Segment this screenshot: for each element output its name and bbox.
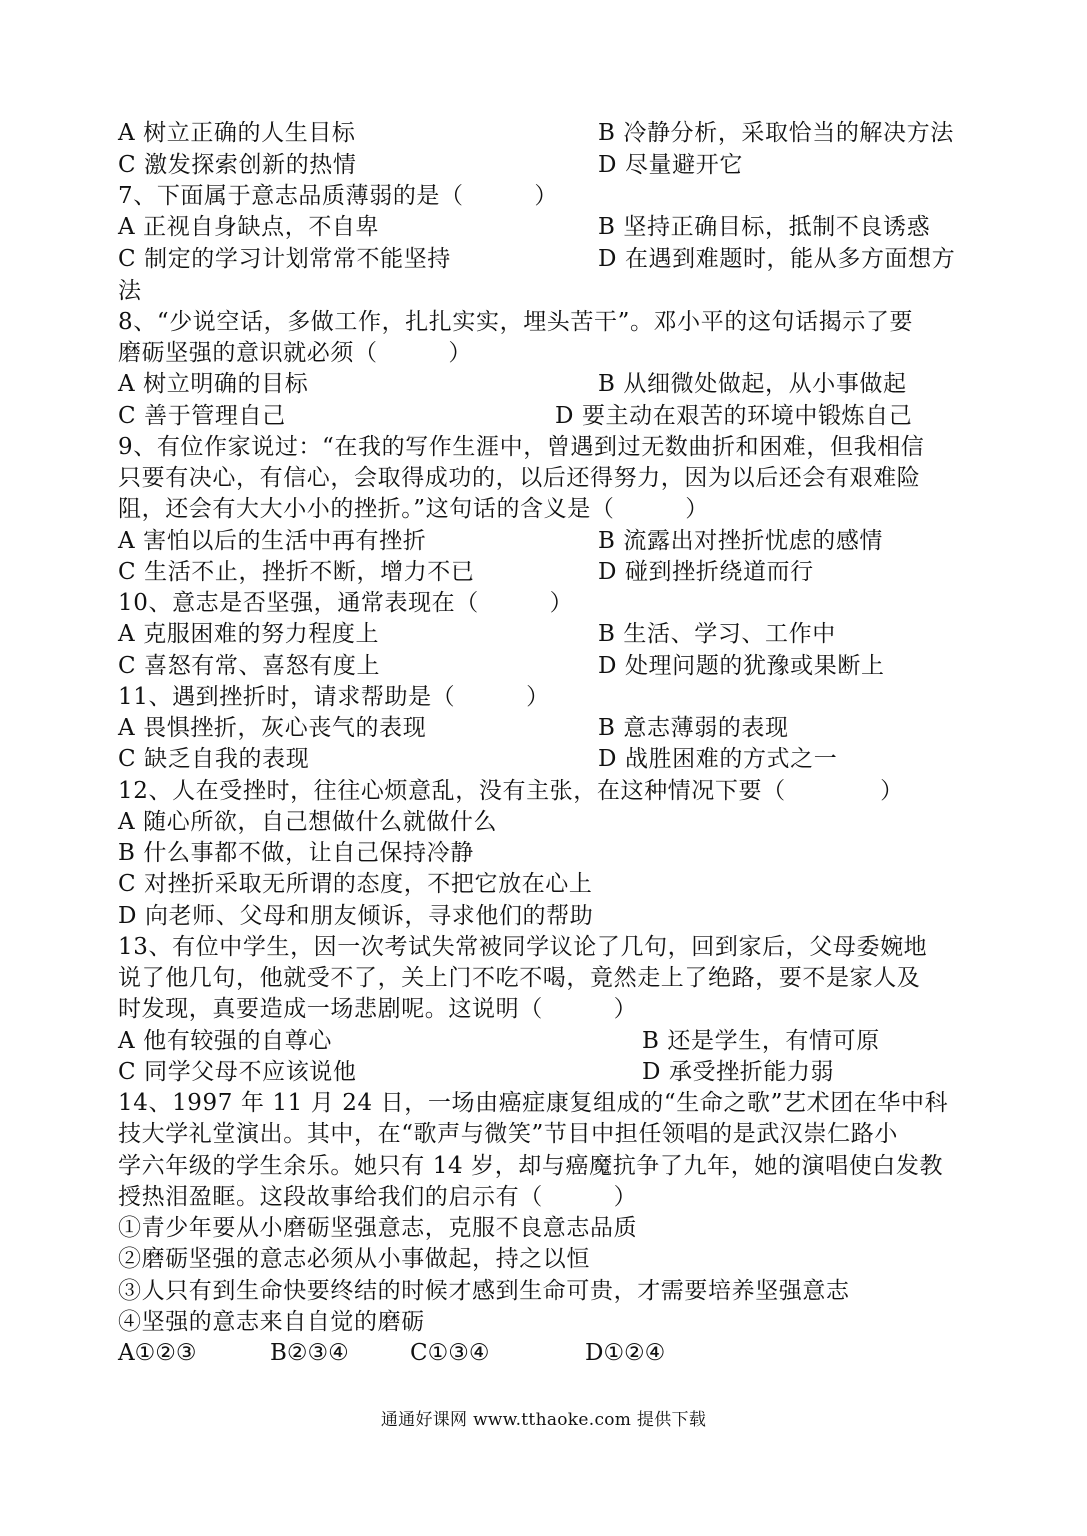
q9-option-c: C 生活不止，挫折不断，增力不已 xyxy=(118,559,475,585)
q14-stem-line1: 14、1997 年 11 月 24 日，一场由癌症康复组成的“生命之歌”艺术团在华中科 xyxy=(118,1090,949,1116)
q12-option-b: B 什么事都不做，让自己保持冷静 xyxy=(118,840,474,866)
q11-option-d: D 战胜困难的方式之一 xyxy=(598,746,838,772)
q9-stem-line3: 阻，还会有大大小小的挫折。”这句话的含义是（ ） xyxy=(118,496,709,522)
q6-option-a: A 树立正确的人生目标 xyxy=(118,120,356,146)
q10-option-a: A 克服困难的努力程度上 xyxy=(118,621,380,647)
q8-option-c: C 善于管理自己 xyxy=(118,403,286,429)
q14-statement-2: ②磨砺坚强的意志必须从小事做起，持之以恒 xyxy=(118,1246,590,1272)
q8-option-b: B 从细微处做起，从小事做起 xyxy=(598,371,907,397)
page-footer: 通通好课网 www.tthaoke.com 提供下载 xyxy=(380,1410,707,1430)
q14-option-a: A①②③ xyxy=(118,1340,197,1366)
q9-stem-line2: 只要有决心，有信心，会取得成功的，以后还得努力，因为以后还会有艰难险 xyxy=(118,465,921,491)
q8-stem-line1: 8、“少说空话，多做工作，扎扎实实，埋头苦干”。邓小平的这句话揭示了要 xyxy=(118,309,914,335)
q11-stem: 11、遇到挫折时，请求帮助是（ ） xyxy=(118,684,550,710)
q8-stem-line2: 磨砺坚强的意识就必须（ ） xyxy=(118,340,472,366)
q9-option-b: B 流露出对挫折忧虑的感情 xyxy=(598,528,884,554)
q7-option-a: A 正视自身缺点，不自卑 xyxy=(118,214,380,240)
q14-option-d: D①②④ xyxy=(585,1340,666,1366)
q14-option-b: B②③④ xyxy=(270,1340,349,1366)
q10-option-c: C 喜怒有常、喜怒有度上 xyxy=(118,653,381,679)
q9-stem-line1: 9、有位作家说过：“在我的写作生涯中，曾遇到过无数曲折和困难，但我相信 xyxy=(118,434,925,460)
q12-stem: 12、人在受挫时，往往心烦意乱，没有主张，在这种情况下要（ ） xyxy=(118,778,904,804)
q8-option-d: D 要主动在艰苦的环境中锻炼自己 xyxy=(555,403,913,429)
q14-statement-1: ①青少年要从小磨砺坚强意志，克服不良意志品质 xyxy=(118,1215,638,1241)
q6-option-d: D 尽量避开它 xyxy=(598,152,743,178)
q7-option-d: D 在遇到难题时，能从多方面想方 xyxy=(598,246,956,272)
q7-stem: 7、下面属于意志品质薄弱的是（ ） xyxy=(118,183,559,209)
q12-option-a: A 随心所欲，自己想做什么就做什么 xyxy=(118,809,498,835)
q12-option-c: C 对挫折采取无所谓的态度，不把它放在心上 xyxy=(118,871,593,897)
q10-option-b: B 生活、学习、工作中 xyxy=(598,621,836,647)
q9-option-d: D 碰到挫折绕道而行 xyxy=(598,559,814,585)
q11-option-c: C 缺乏自我的表现 xyxy=(118,746,310,772)
q6-option-c: C 激发探索创新的热情 xyxy=(118,152,357,178)
q14-stem-line4: 授热泪盈眶。这段故事给我们的启示有（ ） xyxy=(118,1184,638,1210)
q14-statement-4: ④坚强的意志来自自觉的磨砺 xyxy=(118,1309,425,1335)
q10-option-d: D 处理问题的犹豫或果断上 xyxy=(598,653,885,679)
q13-stem-line3: 时发现，真要造成一场悲剧呢。这说明（ ） xyxy=(118,996,638,1022)
q7-option-b: B 坚持正确目标，抵制不良诱惑 xyxy=(598,214,931,240)
q14-option-c: C①③④ xyxy=(410,1340,490,1366)
q13-option-c: C 同学父母不应该说他 xyxy=(118,1059,357,1085)
q6-option-b: B 冷静分析，采取恰当的解决方法 xyxy=(598,120,954,146)
q13-option-b: B 还是学生，有情可原 xyxy=(642,1028,880,1054)
q11-option-a: A 畏惧挫折，灰心丧气的表现 xyxy=(118,715,427,741)
q8-option-a: A 树立明确的目标 xyxy=(118,371,309,397)
q14-stem-line2: 技大学礼堂演出。其中，在“歌声与微笑”节目中担任领唱的是武汉崇仁路小 xyxy=(118,1121,898,1147)
q13-option-d: D 承受挫折能力弱 xyxy=(642,1059,835,1085)
q13-option-a: A 他有较强的自尊心 xyxy=(118,1028,332,1054)
q10-stem: 10、意志是否坚强，通常表现在（ ） xyxy=(118,590,574,616)
q12-option-d: D 向老师、父母和朋友倾诉，寻求他们的帮助 xyxy=(118,903,594,929)
q9-option-a: A 害怕以后的生活中再有挫折 xyxy=(118,528,427,554)
q14-statement-3: ③人只有到生命快要终结的时候才感到生命可贵，才需要培养坚强意志 xyxy=(118,1278,850,1304)
q7-option-c: C 制定的学习计划常常不能坚持 xyxy=(118,246,451,272)
q7-option-d-continued: 法 xyxy=(118,278,142,304)
q13-stem-line2: 说了他几句，他就受不了，关上门不吃不喝，竟然走上了绝路，要不是家人及 xyxy=(118,965,921,991)
q13-stem-line1: 13、有位中学生，因一次考试失常被同学议论了几句，回到家后，父母委婉地 xyxy=(118,934,928,960)
q11-option-b: B 意志薄弱的表现 xyxy=(598,715,789,741)
q14-stem-line3: 学六年级的学生余乐。她只有 14 岁，却与癌魔抗争了九年，她的演唱使白发教 xyxy=(118,1153,944,1179)
